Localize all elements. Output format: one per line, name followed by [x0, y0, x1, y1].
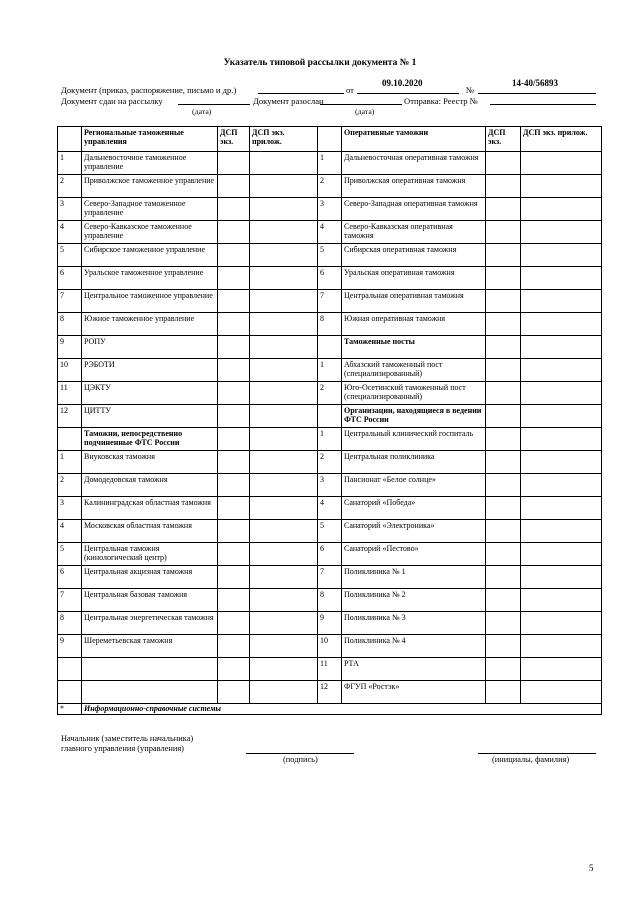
- distribution-table: [57, 126, 602, 715]
- row-number-left: 12: [58, 405, 82, 428]
- row-number-right: 2: [318, 451, 342, 474]
- operational-customs-name: Поликлиника № 1: [342, 566, 486, 589]
- dsp-copies-right: [486, 658, 521, 681]
- dsp-copies-left: [218, 359, 250, 382]
- dsp-copies-right: [486, 198, 521, 221]
- row-number-right: 5: [318, 520, 342, 543]
- table-row: [58, 681, 602, 704]
- sent-label: Документ разослан: [253, 96, 324, 106]
- dsp-attachment-left: [250, 612, 318, 635]
- regional-customs-name: Домодедовская таможня: [82, 474, 218, 497]
- dsp-attachment-right: [521, 543, 602, 566]
- table-row: [58, 152, 602, 175]
- dsp-copies-left: [218, 566, 250, 589]
- row-number-right: 2: [318, 382, 342, 405]
- header-dsp-attachment-left: ДСП экз. прилож.: [250, 127, 318, 152]
- table-row: [58, 474, 602, 497]
- signature-position-line2: главного управления (управления): [61, 744, 184, 753]
- dsp-copies-left: [218, 658, 250, 681]
- row-number-left: [58, 428, 82, 451]
- dispatch-label: Отправка: Реестр №: [404, 96, 478, 106]
- row-number-right: 8: [318, 313, 342, 336]
- row-number-right: 6: [318, 267, 342, 290]
- operational-customs-name: Санаторий «Победа»: [342, 497, 486, 520]
- signature-hint: (подпись): [283, 755, 318, 764]
- operational-customs-name: Санаторий «Пестово»: [342, 543, 486, 566]
- dsp-copies-right: [486, 382, 521, 405]
- table-row: [58, 175, 602, 198]
- table-row: [58, 451, 602, 474]
- dsp-attachment-left: [250, 267, 318, 290]
- regional-customs-name: ЦИТТУ: [82, 405, 218, 428]
- dsp-copies-right: [486, 497, 521, 520]
- regional-customs-name: Приволжское таможенное управление: [82, 175, 218, 198]
- dsp-attachment-left: [250, 198, 318, 221]
- row-number-left: [58, 681, 82, 704]
- table-row: [58, 635, 602, 658]
- operational-customs-name: Санаторий «Электроника»: [342, 520, 486, 543]
- row-number-right: 6: [318, 543, 342, 566]
- dsp-attachment-right: [521, 244, 602, 267]
- dsp-copies-right: [486, 152, 521, 175]
- header-dsp-right: ДСП экз.: [486, 127, 521, 152]
- dsp-copies-left: [218, 382, 250, 405]
- submitted-date-line: [178, 104, 250, 105]
- operational-customs-name: Северо-Кавказская оперативная таможня: [342, 221, 486, 244]
- table-row: [58, 198, 602, 221]
- date-hint-sent: (дата): [355, 107, 375, 116]
- dsp-copies-left: [218, 290, 250, 313]
- dsp-attachment-left: [250, 244, 318, 267]
- document-type-line: [258, 93, 344, 94]
- dsp-attachment-left: [250, 175, 318, 198]
- submitted-label: Документ сдан на рассылку: [61, 96, 163, 106]
- row-number-left: 5: [58, 244, 82, 267]
- row-number-right: 9: [318, 612, 342, 635]
- table-row: [58, 566, 602, 589]
- operational-customs-name: Поликлиника № 4: [342, 635, 486, 658]
- regional-customs-name: [82, 681, 218, 704]
- dsp-attachment-left: [250, 497, 318, 520]
- table-footer-row: [58, 704, 602, 715]
- table-row: [58, 221, 602, 244]
- row-number-left: 11: [58, 382, 82, 405]
- row-number-left: 2: [58, 474, 82, 497]
- date-hint-submitted: (дата): [192, 107, 212, 116]
- dsp-attachment-right: [521, 382, 602, 405]
- dsp-copies-right: [486, 313, 521, 336]
- row-number-right: 2: [318, 175, 342, 198]
- regional-customs-name: Шереметьевская таможня: [82, 635, 218, 658]
- table-row: [58, 290, 602, 313]
- header-operational-customs: Оперативные таможни: [342, 127, 486, 152]
- name-line: [478, 753, 596, 754]
- table-row: [58, 543, 602, 566]
- regional-customs-name: Центральная акцизная таможня: [82, 566, 218, 589]
- operational-customs-name: Организации, находящиеся в ведении ФТС России: [342, 405, 486, 428]
- row-number-right: 8: [318, 589, 342, 612]
- dsp-copies-left: [218, 198, 250, 221]
- dsp-attachment-right: [521, 566, 602, 589]
- dsp-copies-right: [486, 221, 521, 244]
- dsp-attachment-left: [250, 520, 318, 543]
- dsp-copies-right: [486, 635, 521, 658]
- dsp-attachment-left: [250, 635, 318, 658]
- dsp-copies-right: [486, 474, 521, 497]
- dsp-attachment-left: [250, 313, 318, 336]
- dsp-attachment-left: [250, 405, 318, 428]
- dsp-attachment-right: [521, 474, 602, 497]
- dsp-copies-right: [486, 336, 521, 359]
- row-number-left: 6: [58, 267, 82, 290]
- dsp-attachment-left: [250, 428, 318, 451]
- number-line: [478, 93, 596, 94]
- dsp-attachment-right: [521, 152, 602, 175]
- operational-customs-name: Дальневосточная оперативная таможня: [342, 152, 486, 175]
- row-number-right: 3: [318, 198, 342, 221]
- dsp-copies-left: [218, 313, 250, 336]
- regional-customs-name: Центральная энергетическая таможня: [82, 612, 218, 635]
- dsp-copies-right: [486, 566, 521, 589]
- date-from-label: от: [346, 85, 354, 95]
- regional-customs-name: Сибирское таможенное управление: [82, 244, 218, 267]
- dsp-copies-right: [486, 612, 521, 635]
- row-number-left: 8: [58, 612, 82, 635]
- dsp-attachment-left: [250, 451, 318, 474]
- row-number-left: 8: [58, 313, 82, 336]
- dsp-copies-right: [486, 267, 521, 290]
- row-number-right: 3: [318, 474, 342, 497]
- dsp-copies-left: [218, 635, 250, 658]
- dsp-attachment-right: [521, 175, 602, 198]
- dsp-copies-right: [486, 244, 521, 267]
- row-number-right: 7: [318, 290, 342, 313]
- operational-customs-name: Поликлиника № 3: [342, 612, 486, 635]
- row-number-right: 4: [318, 497, 342, 520]
- header-dsp-attachment-right: ДСП экз. прилож.: [521, 127, 602, 152]
- dsp-attachment-left: [250, 474, 318, 497]
- footer-mark: *: [58, 704, 82, 715]
- dsp-copies-left: [218, 612, 250, 635]
- operational-customs-name: Юго-Осетинский таможенный пост (специализированный): [342, 382, 486, 405]
- regional-customs-name: Северо-Кавказское таможенное управление: [82, 221, 218, 244]
- dsp-attachment-right: [521, 198, 602, 221]
- signature-line: [246, 753, 354, 754]
- regional-customs-name: Внуковская таможня: [82, 451, 218, 474]
- regional-customs-name: РОПУ: [82, 336, 218, 359]
- row-number-left: [58, 658, 82, 681]
- dsp-copies-right: [486, 589, 521, 612]
- operational-customs-name: ФГУП «Ростэк»: [342, 681, 486, 704]
- signature-position-line1: Начальник (заместитель начальника): [61, 734, 194, 743]
- dsp-copies-left: [218, 589, 250, 612]
- operational-customs-name: Пансионат «Белое солнце»: [342, 474, 486, 497]
- dsp-attachment-right: [521, 428, 602, 451]
- table-row: [58, 267, 602, 290]
- dsp-attachment-right: [521, 313, 602, 336]
- dsp-copies-left: [218, 336, 250, 359]
- row-number-right: 4: [318, 221, 342, 244]
- table-row: [58, 658, 602, 681]
- dsp-copies-left: [218, 428, 250, 451]
- table-row: [58, 359, 602, 382]
- table-row: [58, 313, 602, 336]
- dsp-attachment-left: [250, 152, 318, 175]
- row-number-right: 7: [318, 566, 342, 589]
- dsp-copies-right: [486, 359, 521, 382]
- regional-customs-name: Южное таможенное управление: [82, 313, 218, 336]
- dsp-attachment-right: [521, 290, 602, 313]
- row-number-left: 3: [58, 497, 82, 520]
- operational-customs-name: Северо-Западная оперативная таможня: [342, 198, 486, 221]
- dsp-copies-right: [486, 428, 521, 451]
- dsp-attachment-right: [521, 612, 602, 635]
- row-number-right: [318, 336, 342, 359]
- document-date: 09.10.2020: [382, 78, 423, 88]
- operational-customs-name: Южная оперативная таможня: [342, 313, 486, 336]
- page-number: 5: [589, 863, 594, 873]
- dsp-attachment-left: [250, 543, 318, 566]
- table-row: [58, 405, 602, 428]
- document-type-label: Документ (приказ, распоряжение, письмо и др.): [61, 85, 237, 95]
- dsp-attachment-right: [521, 497, 602, 520]
- date-line: [357, 93, 459, 94]
- operational-customs-name: Сибирская оперативная таможня: [342, 244, 486, 267]
- row-number-right: 12: [318, 681, 342, 704]
- operational-customs-name: Приволжская оперативная таможня: [342, 175, 486, 198]
- dsp-attachment-left: [250, 589, 318, 612]
- regional-customs-name: Центральная базовая таможня: [82, 589, 218, 612]
- dsp-attachment-right: [521, 520, 602, 543]
- row-number-right: 1: [318, 359, 342, 382]
- row-number-left: 1: [58, 451, 82, 474]
- dsp-copies-left: [218, 474, 250, 497]
- row-number-left: 9: [58, 635, 82, 658]
- row-number-left: 3: [58, 198, 82, 221]
- dsp-attachment-left: [250, 290, 318, 313]
- table-row: [58, 336, 602, 359]
- footer-info-systems: Информационно-справочные системы: [82, 704, 602, 715]
- dsp-attachment-right: [521, 589, 602, 612]
- dsp-copies-right: [486, 520, 521, 543]
- regional-customs-name: Московская областная таможня: [82, 520, 218, 543]
- dsp-attachment-left: [250, 681, 318, 704]
- registry-line: [490, 104, 596, 105]
- row-number-left: 6: [58, 566, 82, 589]
- dsp-attachment-left: [250, 336, 318, 359]
- name-hint: (инициалы, фамилия): [492, 755, 570, 764]
- dsp-copies-right: [486, 681, 521, 704]
- row-number-left: 1: [58, 152, 82, 175]
- dsp-attachment-right: [521, 359, 602, 382]
- operational-customs-name: Таможенные посты: [342, 336, 486, 359]
- dsp-attachment-right: [521, 451, 602, 474]
- table-row: [58, 612, 602, 635]
- row-number-left: 7: [58, 589, 82, 612]
- regional-customs-name: Дальневосточное таможенное управление: [82, 152, 218, 175]
- header-num-left: [58, 127, 82, 152]
- table-row: [58, 589, 602, 612]
- dsp-copies-left: [218, 497, 250, 520]
- dsp-copies-left: [218, 244, 250, 267]
- row-number-right: [318, 405, 342, 428]
- regional-customs-name: [82, 658, 218, 681]
- row-number-right: 1: [318, 152, 342, 175]
- regional-customs-name: РЭБОТИ: [82, 359, 218, 382]
- table-row: [58, 428, 602, 451]
- regional-customs-name: Уральское таможенное управление: [82, 267, 218, 290]
- row-number-right: 10: [318, 635, 342, 658]
- table-row: [58, 497, 602, 520]
- operational-customs-name: Поликлиника № 2: [342, 589, 486, 612]
- operational-customs-name: РТА: [342, 658, 486, 681]
- header-dsp-left: ДСП экз.: [218, 127, 250, 152]
- header-num-right: [318, 127, 342, 152]
- regional-customs-name: Центральное таможенное управление: [82, 290, 218, 313]
- document-title: Указатель типовой рассылки документа № 1: [223, 58, 417, 68]
- dsp-attachment-right: [521, 405, 602, 428]
- row-number-right: 5: [318, 244, 342, 267]
- regional-customs-name: Калининградская областная таможня: [82, 497, 218, 520]
- dsp-attachment-right: [521, 336, 602, 359]
- dsp-copies-left: [218, 267, 250, 290]
- operational-customs-name: Уральская оперативная таможня: [342, 267, 486, 290]
- dsp-copies-left: [218, 175, 250, 198]
- operational-customs-name: Центральная поликлиника: [342, 451, 486, 474]
- dsp-attachment-right: [521, 221, 602, 244]
- table-row: [58, 520, 602, 543]
- dsp-copies-right: [486, 175, 521, 198]
- dsp-attachment-left: [250, 566, 318, 589]
- dsp-attachment-right: [521, 681, 602, 704]
- row-number-left: 2: [58, 175, 82, 198]
- row-number-left: 5: [58, 543, 82, 566]
- row-number-right: 1: [318, 428, 342, 451]
- row-number-left: 10: [58, 359, 82, 382]
- dsp-copies-right: [486, 405, 521, 428]
- dsp-copies-left: [218, 681, 250, 704]
- dsp-copies-right: [486, 290, 521, 313]
- regional-customs-name: Таможни, непосредственно подчиненные ФТС России: [82, 428, 218, 451]
- dsp-attachment-right: [521, 658, 602, 681]
- header-regional-customs: Региональные таможенные управления: [82, 127, 218, 152]
- regional-customs-name: Северо-Западное таможенное управление: [82, 198, 218, 221]
- operational-customs-name: Абхазский таможенный пост (специализированный): [342, 359, 486, 382]
- dsp-attachment-left: [250, 359, 318, 382]
- dsp-copies-left: [218, 520, 250, 543]
- row-number-left: 9: [58, 336, 82, 359]
- dsp-attachment-right: [521, 635, 602, 658]
- dsp-attachment-left: [250, 382, 318, 405]
- regional-customs-name: ЦЭКТУ: [82, 382, 218, 405]
- dsp-attachment-left: [250, 221, 318, 244]
- dsp-attachment-right: [521, 267, 602, 290]
- dsp-copies-left: [218, 221, 250, 244]
- dsp-attachment-left: [250, 658, 318, 681]
- row-number-left: 7: [58, 290, 82, 313]
- row-number-right: 11: [318, 658, 342, 681]
- table-row: [58, 244, 602, 267]
- dsp-copies-left: [218, 405, 250, 428]
- sent-date-line: [320, 104, 402, 105]
- dsp-copies-left: [218, 152, 250, 175]
- dsp-copies-right: [486, 451, 521, 474]
- dsp-copies-left: [218, 543, 250, 566]
- number-label: №: [466, 85, 475, 95]
- table-row: [58, 382, 602, 405]
- document-number: 14-40/56893: [512, 78, 558, 88]
- table-header-row: [58, 127, 602, 152]
- regional-customs-name: Центральная таможня (кинологический центр): [82, 543, 218, 566]
- row-number-left: 4: [58, 221, 82, 244]
- dsp-copies-left: [218, 451, 250, 474]
- operational-customs-name: Центральный клинический госпиталь: [342, 428, 486, 451]
- operational-customs-name: Центральная оперативная таможня: [342, 290, 486, 313]
- row-number-left: 4: [58, 520, 82, 543]
- dsp-copies-right: [486, 543, 521, 566]
